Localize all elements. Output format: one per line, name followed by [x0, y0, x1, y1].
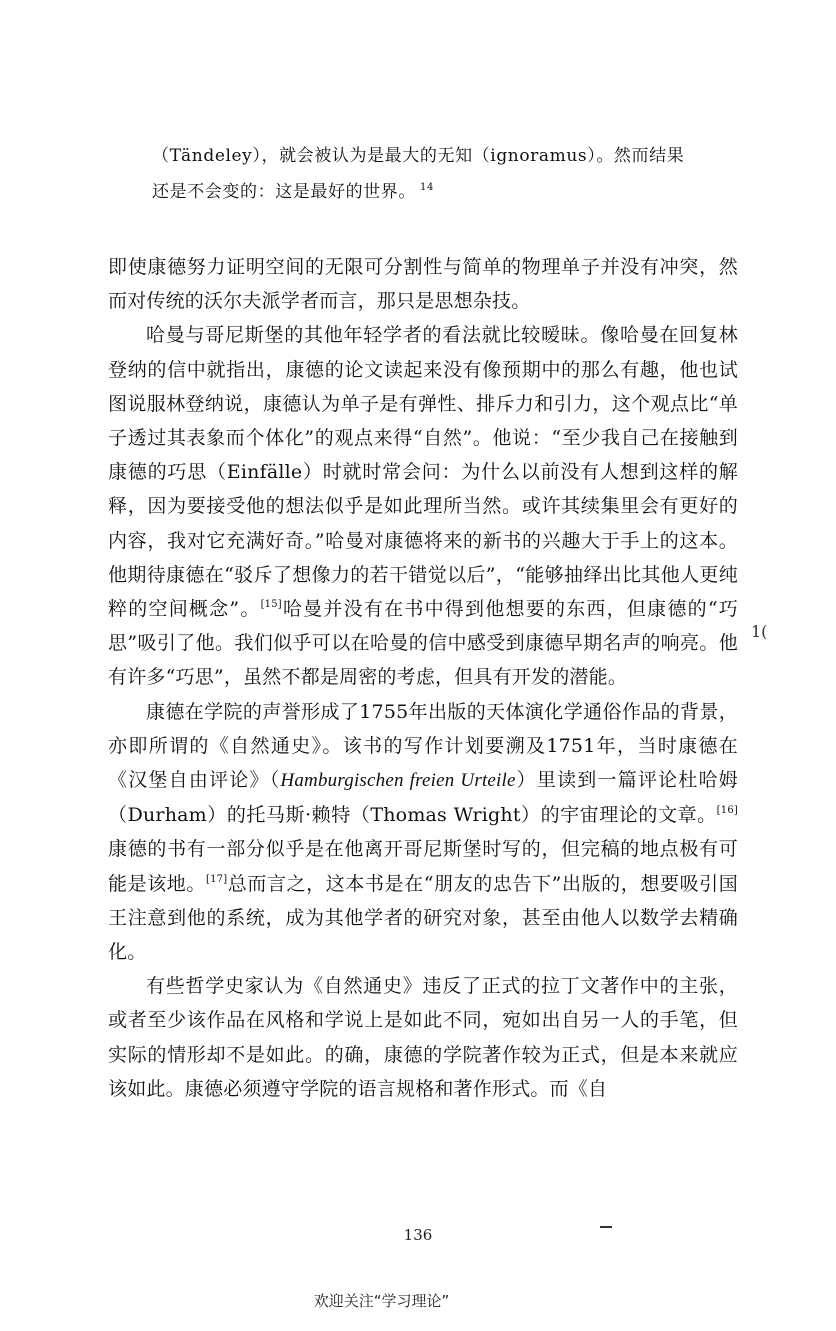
body-text — [108, 250, 738, 1106]
paragraph-3 — [108, 695, 738, 970]
italic-title: Hamburgischen freien Urteile — [280, 770, 516, 792]
paragraph-3-part-a: 康德在学院的声誉形成了1755年出版的天体演化学通俗作品的背景，亦即所谓的《自然通史》。该书的写作计划要溯及1751年，当时康德在《汉堡自由评论》（ — [108, 700, 738, 792]
footer-note: 欢迎关注“学习理论” — [313, 1292, 450, 1310]
paragraph-3-part-b: ）里读到一篇评论杜哈姆（Durham）的托马斯·赖特（Thomas Wright）的宇宙理论的文章。 — [108, 769, 738, 827]
margin-edge-mark: 1( — [751, 622, 768, 641]
quote-line-1: （Tändeley），就会被认为是最大的无知（ignoramus）。然而结果 — [152, 146, 685, 166]
block-quote — [152, 140, 744, 208]
paragraph-2 — [108, 318, 738, 694]
paragraph-3-part-c: 康德的书有一部分似乎是在他离开哥尼斯堡时写的，但完稿的地点极有可能是该地。 — [108, 838, 738, 895]
paragraph-3-part-d: 总而言之，这本书是在“朋友的忠告下”出版的，想要吸引国王注意到他的系统，成为其他学者的研究对象，甚至由他人以数学去精确化。 — [108, 872, 738, 964]
footnote-ref-16: [16] — [716, 805, 738, 817]
paragraph-4: 有些哲学史家认为《自然通史》违反了正式的拉丁文著作中的主张，或者至少该作品在风格和学说上是如此不同，宛如出自另一人的手笔，但实际的情形却不是如此。的确，康德的学院著作较为正式，但是本来就应该如此。康德必须遵守学院的语言规格和著作形式。而《自 — [108, 975, 738, 1100]
footnote-ref-17: [17] — [206, 873, 228, 885]
footnote-ref-15: [15] — [260, 599, 282, 611]
quote-line-2-text: 还是不会变的：这是最好的世界。 — [152, 182, 416, 202]
quote-line-2 — [152, 172, 744, 208]
quote-footnote-ref: 14 — [420, 182, 434, 193]
paragraph-2-part-b: 哈曼并没有在书中得到他想要的东西，但康德的“巧思”吸引了他。我们似乎可以在哈曼的信中感受到康德早期名声的响亮。他有许多“巧思”，虽然不都是周密的考虑，但具有开发的潜能。 — [108, 598, 738, 689]
paragraph-2-part-a: 哈曼与哥尼斯堡的其他年轻学者的看法就比较暧昧。像哈曼在回复林登纳的信中就指出，康德的论文读起来没有像预期中的那么有趣，他也试图说服林登纳说，康德认为单子是有弹性、排斥力和引力，这个观点比“单子透过其表象而个体化”的观点来得“自然”。他说：“至少我自己在接触到康德的巧思（Einfälle）时就时常会问：为什么以前没有人想到这样的解释，因为要接受他的想法似乎是如此理所当然。或许其续集里会有更好的内容，我对它充满好奇。”哈曼对康德将来的新书的兴趣大于手上的这本。他期待康德在“驳斥了想像力的若干错觉以后”，“能够抽绎出比其他人更纯粹的空间概念”。 — [108, 324, 738, 621]
paragraph-1: 即使康德努力证明空间的无限可分割性与简单的物理单子并没有冲突，然而对传统的沃尔夫派学者而言，那只是思想杂技。 — [108, 256, 738, 313]
page-number: 136 — [403, 1226, 433, 1244]
dash-mark — [600, 1226, 612, 1228]
